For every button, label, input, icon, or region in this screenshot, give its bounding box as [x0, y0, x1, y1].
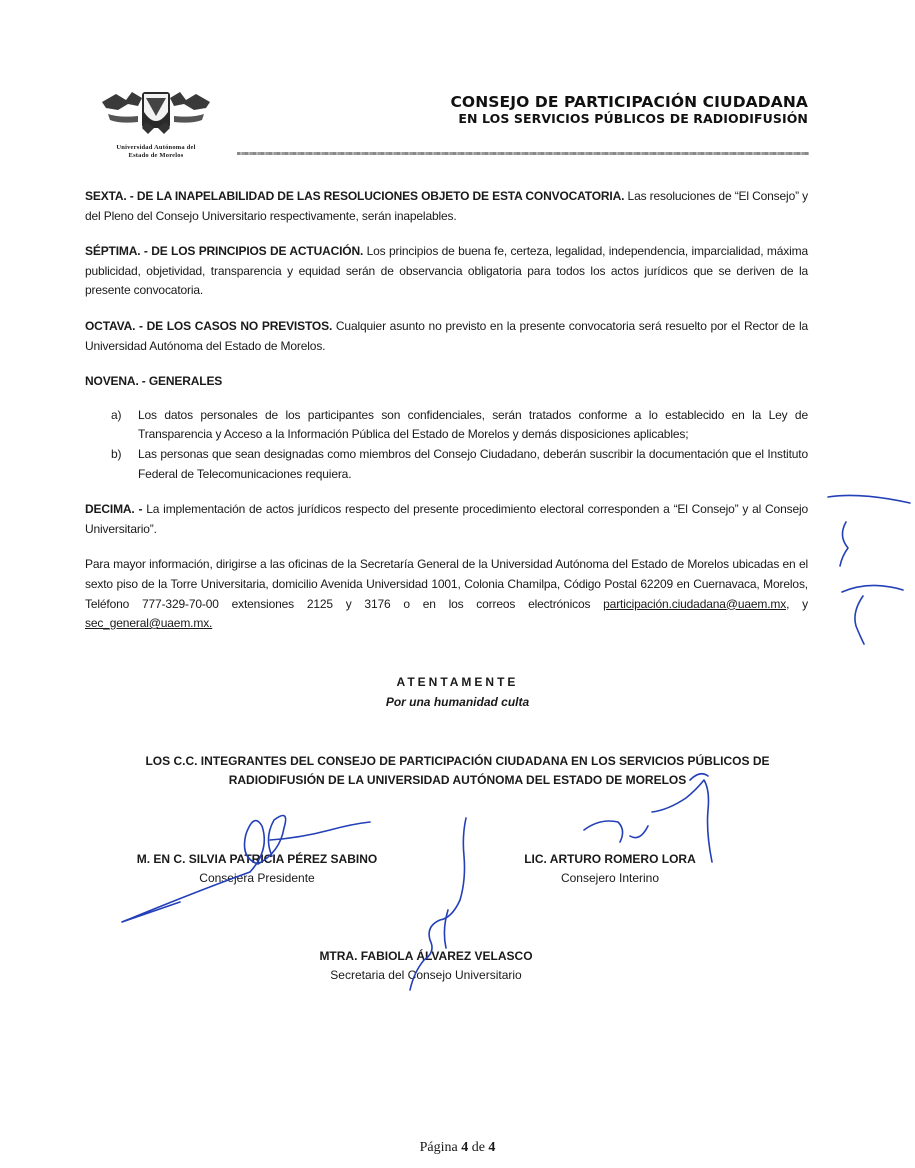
- signatories-heading: [0, 752, 915, 790]
- clause-decima: [85, 500, 808, 539]
- signatory-block: [505, 850, 715, 888]
- clause-text: Los principios de buena fe, certeza, legalidad, independencia, imparcialidad, máxima publicidad, objetividad, transparencia y equidad serán de observancia obligatoria para todos los actos jurídicos que se deriven de la presente convocatoria.: [85, 244, 808, 298]
- university-logo: [92, 88, 220, 160]
- margin-initial-stroke: [840, 522, 848, 566]
- list-marker: b): [111, 446, 122, 461]
- margin-initial-stroke: [855, 596, 864, 644]
- clause-heading: DECIMA. -: [85, 502, 143, 517]
- email-link-participacion[interactable]: participación.ciudadana@uaem.mx,: [603, 596, 790, 611]
- page-of: de: [471, 1140, 485, 1155]
- signatory-role: Consejera Presidente: [199, 871, 315, 885]
- margin-initial-stroke: [828, 495, 910, 503]
- list-item-text: Las personas que sean designadas como miembros del Consejo Ciudadano, deberán suscribir la documentación que el Instituto Federal de Telecomunicaciones requiera.: [138, 446, 808, 481]
- signatory-block: [285, 947, 567, 985]
- signatories-heading-line-2: RADIODIFUSIÓN DE LA UNIVERSIDAD AUTÓNOMA DEL ESTADO DE MORELOS: [228, 773, 687, 787]
- clause-text: Cualquier asunto no previsto en la presente convocatoria será resuelto por el Rector de la Universidad Autónoma del Estado de Morelos.: [85, 318, 808, 353]
- clause-sexta: [85, 187, 808, 226]
- contact-info-text: Para mayor información, dirigirse a las oficinas de la Secretaría General de la Universidad Autónoma del Estado de Morelos ubicadas en el sexto piso de la Torre Universitaria, domicilio Avenida Universidad 1001, Colonia Chamilpa, Código Postal 62209 en Cuernavaca, Morelos, Teléfono 777-329-70-00 extensiones 2125 y 3176 o en los correos electrónicos: [85, 557, 808, 611]
- clause-novena: [85, 372, 808, 392]
- signatory-name: M. EN C. SILVIA PATRICIA PÉREZ SABINO: [136, 852, 378, 866]
- signatory-role: Consejero Interino: [560, 871, 660, 885]
- coat-of-arms-icon: [98, 88, 214, 142]
- list-item: [85, 406, 808, 445]
- clause-text: La implementación de actos jurídicos respecto del presente procedimiento electoral corresponden a “El Consejo” y al Consejo Universitario”.: [85, 502, 809, 536]
- logo-caption-line-1: Universidad Autónoma del: [116, 144, 196, 151]
- signatories-heading-line-1: LOS C.C. INTEGRANTES DEL CONSEJO DE PARTICIPACIÓN CIUDADANA EN LOS SERVICIOS PÚBLICOS DE: [145, 754, 770, 768]
- clause-septima: [85, 242, 808, 301]
- list-item-text: Los datos personales de los participantes son confidenciales, serán tratados conforme a lo establecido en la Ley de Transparencia y Acceso a la Información Pública del Estado de Morelos y demás disposiciones aplicables;: [138, 407, 808, 442]
- page-label: Página: [419, 1140, 458, 1155]
- header-divider: [237, 152, 809, 155]
- clause-text: Las resoluciones de “El Consejo” y del Pleno del Consejo Universitario respectivamente, serán inapelables.: [85, 189, 809, 223]
- contact-info: [85, 555, 808, 633]
- closing-motto: Por una humanidad culta: [385, 695, 530, 709]
- clause-heading: OCTAVA. - DE LOS CASOS NO PREVISTOS.: [85, 318, 333, 333]
- signatory-role: Secretaria del Consejo Universitario: [330, 968, 522, 982]
- header-title-line-1: CONSEJO DE PARTICIPACIÓN CIUDADANA: [450, 93, 808, 111]
- list-item: [85, 445, 808, 484]
- header-title-line-2: EN LOS SERVICIOS PÚBLICOS DE RADIODIFUSIÓN: [458, 111, 808, 126]
- signatory-block: [112, 850, 402, 888]
- email-link-sec-general[interactable]: sec_general@uaem.mx.: [85, 616, 213, 631]
- signatory-name: MTRA. FABIOLA ÁLVAREZ VELASCO: [319, 949, 533, 963]
- novena-list: [85, 406, 808, 484]
- clause-heading: SEXTA. - DE LA INAPELABILIDAD DE LAS RESOLUCIONES OBJETO DE ESTA CONVOCATORIA.: [85, 189, 625, 203]
- page-total: 4: [488, 1140, 496, 1155]
- page-number: [0, 1140, 915, 1156]
- clause-heading: SÉPTIMA. - DE LOS PRINCIPIOS DE ACTUACIÓN.: [85, 244, 364, 259]
- logo-caption: [92, 144, 220, 159]
- margin-initial-stroke: [842, 585, 903, 592]
- list-marker: a): [111, 407, 122, 422]
- signatory-name: LIC. ARTURO ROMERO LORA: [524, 852, 696, 866]
- page-current: 4: [461, 1140, 469, 1155]
- closing-atentamente: ATENTAMENTE: [396, 675, 519, 689]
- logo-caption-line-2: Estado de Morelos: [128, 151, 184, 159]
- document-header-title: [450, 93, 808, 127]
- clause-octava: [85, 317, 808, 356]
- document-body: [85, 187, 808, 650]
- email-separator: y: [789, 596, 808, 611]
- clause-heading: NOVENA. - GENERALES: [85, 374, 223, 389]
